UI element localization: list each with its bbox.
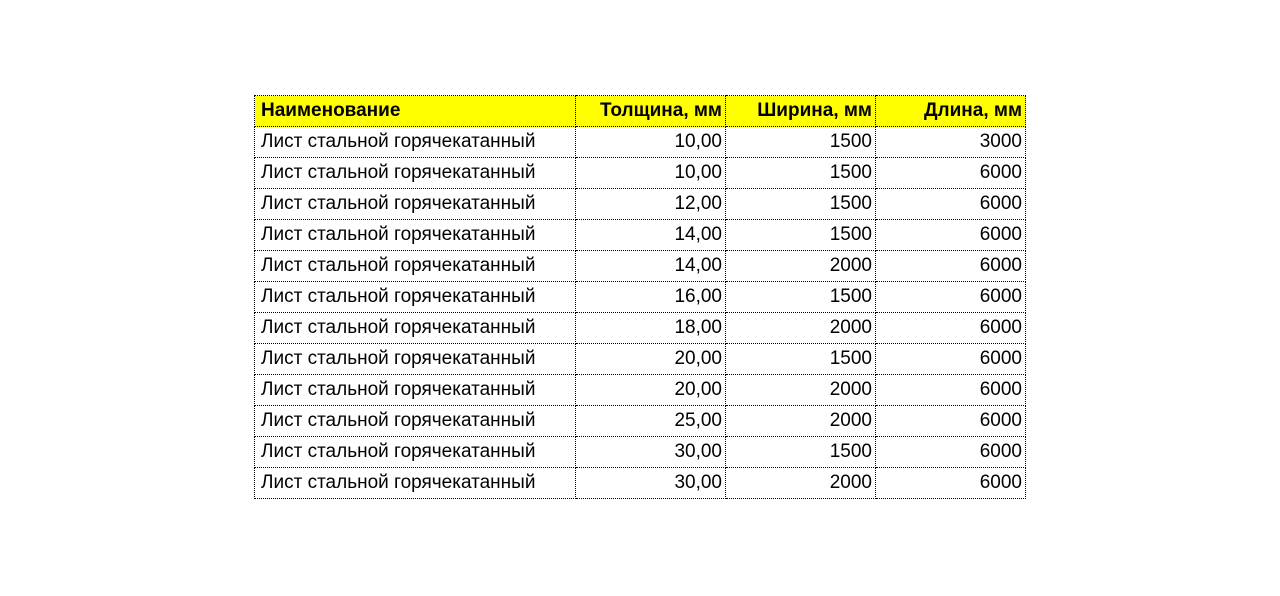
table-row [255,406,1026,437]
header-length: Длина, мм [876,96,1026,127]
cell-length: 6000 [876,375,1026,406]
table-row [255,158,1026,189]
cell-name: Лист стальной горячекатанный [255,127,576,158]
cell-name: Лист стальной горячекатанный [255,313,576,344]
header-name: Наименование [255,96,576,127]
table-row [255,437,1026,468]
cell-name: Лист стальной горячекатанный [255,468,576,499]
cell-thickness: 12,00 [576,189,726,220]
cell-name: Лист стальной горячекатанный [255,220,576,251]
cell-thickness: 20,00 [576,344,726,375]
cell-width: 2000 [726,251,876,282]
cell-name: Лист стальной горячекатанный [255,406,576,437]
cell-thickness: 20,00 [576,375,726,406]
header-thickness: Толщина, мм [576,96,726,127]
cell-length: 6000 [876,468,1026,499]
cell-length: 6000 [876,220,1026,251]
cell-width: 1500 [726,220,876,251]
cell-width: 1500 [726,282,876,313]
cell-thickness: 14,00 [576,251,726,282]
table-row [255,127,1026,158]
cell-name: Лист стальной горячекатанный [255,158,576,189]
cell-thickness: 14,00 [576,220,726,251]
cell-length: 6000 [876,282,1026,313]
cell-length: 6000 [876,158,1026,189]
cell-thickness: 30,00 [576,468,726,499]
cell-length: 6000 [876,251,1026,282]
cell-width: 2000 [726,375,876,406]
header-width: Ширина, мм [726,96,876,127]
cell-length: 6000 [876,344,1026,375]
cell-length: 6000 [876,313,1026,344]
cell-length: 6000 [876,189,1026,220]
table-row [255,468,1026,499]
cell-thickness: 16,00 [576,282,726,313]
table-header-row [255,96,1026,127]
table-row [255,220,1026,251]
cell-thickness: 10,00 [576,127,726,158]
cell-width: 2000 [726,468,876,499]
cell-name: Лист стальной горячекатанный [255,437,576,468]
table-row [255,251,1026,282]
cell-width: 2000 [726,406,876,437]
table-row [255,375,1026,406]
cell-thickness: 30,00 [576,437,726,468]
cell-thickness: 25,00 [576,406,726,437]
cell-thickness: 10,00 [576,158,726,189]
cell-name: Лист стальной горячекатанный [255,251,576,282]
table-row [255,313,1026,344]
cell-width: 1500 [726,344,876,375]
cell-width: 1500 [726,158,876,189]
table-row [255,344,1026,375]
cell-name: Лист стальной горячекатанный [255,344,576,375]
cell-name: Лист стальной горячекатанный [255,189,576,220]
cell-name: Лист стальной горячекатанный [255,375,576,406]
cell-width: 1500 [726,127,876,158]
steel-sheet-table [254,95,1026,499]
cell-length: 6000 [876,406,1026,437]
cell-width: 2000 [726,313,876,344]
cell-length: 6000 [876,437,1026,468]
table-row [255,189,1026,220]
cell-length: 3000 [876,127,1026,158]
cell-width: 1500 [726,437,876,468]
cell-width: 1500 [726,189,876,220]
steel-sheet-table-container [254,95,1026,499]
table-row [255,282,1026,313]
cell-name: Лист стальной горячекатанный [255,282,576,313]
cell-thickness: 18,00 [576,313,726,344]
